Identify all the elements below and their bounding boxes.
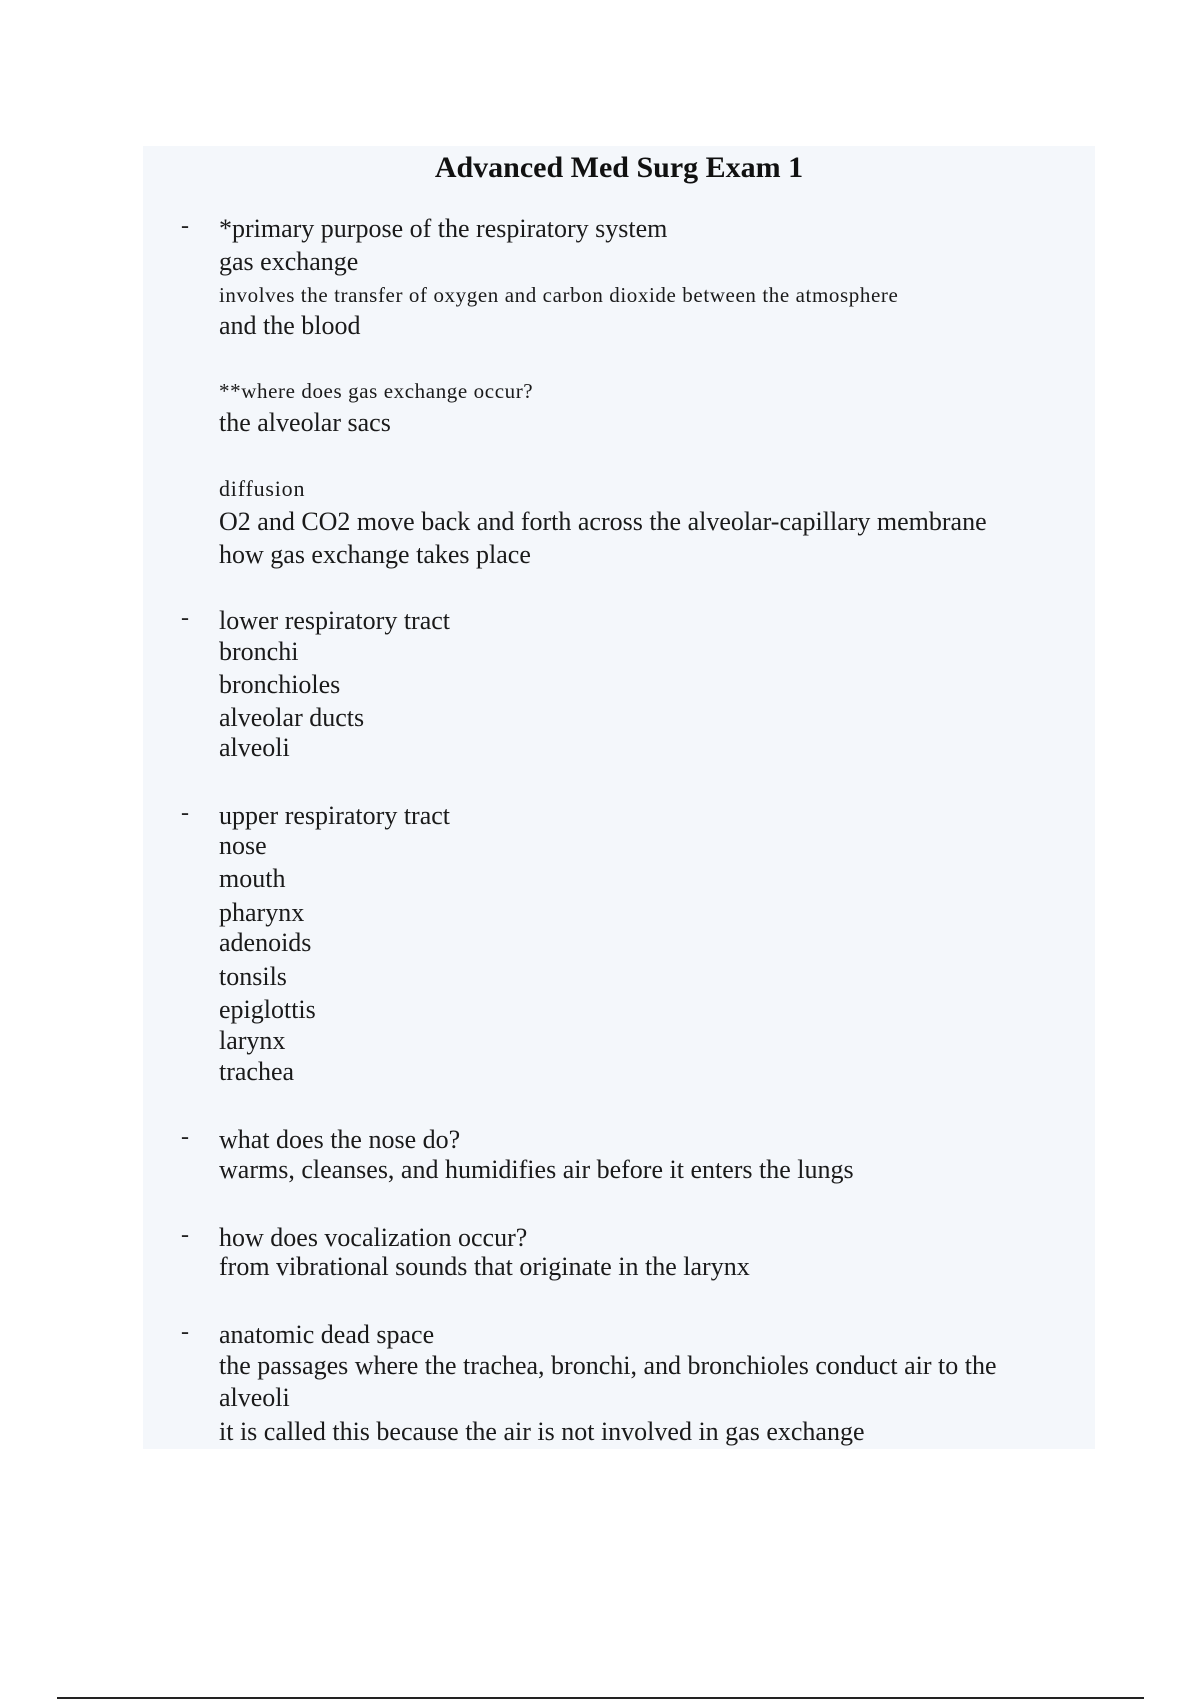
question-line: **where does gas exchange occur? bbox=[219, 379, 534, 403]
answer-line: bronchioles bbox=[219, 670, 341, 699]
bullet-marker: - bbox=[181, 800, 189, 826]
answer-line: how gas exchange takes place bbox=[219, 540, 531, 569]
bullet-marker: - bbox=[181, 1319, 189, 1345]
answer-line: it is called this because the air is not involved in gas exchange bbox=[219, 1417, 865, 1446]
question-line: what does the nose do? bbox=[219, 1125, 461, 1154]
answer-line: tonsils bbox=[219, 962, 287, 991]
answer-line: pharynx bbox=[219, 898, 305, 927]
answer-line: trachea bbox=[219, 1057, 295, 1086]
answer-line: warms, cleanses, and humidifies air before it enters the lungs bbox=[219, 1155, 854, 1184]
answer-line: alveoli bbox=[219, 1383, 290, 1412]
answer-line: the alveolar sacs bbox=[219, 408, 391, 437]
answer-line: epiglottis bbox=[219, 995, 316, 1024]
question-line: upper respiratory tract bbox=[219, 801, 451, 830]
bullet-marker: - bbox=[181, 1124, 189, 1150]
answer-line: from vibrational sounds that originate in the larynx bbox=[219, 1252, 750, 1281]
answer-line: nose bbox=[219, 831, 267, 860]
question-line: diffusion bbox=[219, 476, 306, 501]
bullet-marker: - bbox=[181, 1222, 189, 1248]
answer-line: larynx bbox=[219, 1026, 286, 1055]
bullet-marker: - bbox=[181, 213, 189, 239]
question-line: *primary purpose of the respiratory system bbox=[219, 214, 668, 243]
question-line: how does vocalization occur? bbox=[219, 1223, 528, 1252]
answer-line: mouth bbox=[219, 864, 286, 893]
answer-line: bronchi bbox=[219, 637, 299, 666]
answer-line: alveolar ducts bbox=[219, 703, 365, 732]
question-line: anatomic dead space bbox=[219, 1320, 435, 1349]
bullet-marker: - bbox=[181, 605, 189, 631]
answer-line: involves the transfer of oxygen and carbon dioxide between the atmosphere bbox=[219, 283, 899, 307]
document-title: Advanced Med Surg Exam 1 bbox=[434, 151, 804, 184]
answer-line: the passages where the trachea, bronchi, and bronchioles conduct air to the bbox=[219, 1351, 997, 1380]
question-line: lower respiratory tract bbox=[219, 606, 451, 635]
answer-line: gas exchange bbox=[219, 247, 359, 276]
answer-line: alveoli bbox=[219, 733, 290, 762]
answer-line: and the blood bbox=[219, 311, 361, 340]
answer-line: O2 and CO2 move back and forth across the alveolar-capillary membrane bbox=[219, 507, 987, 536]
answer-line: adenoids bbox=[219, 928, 312, 957]
footer-divider bbox=[57, 1697, 1144, 1699]
